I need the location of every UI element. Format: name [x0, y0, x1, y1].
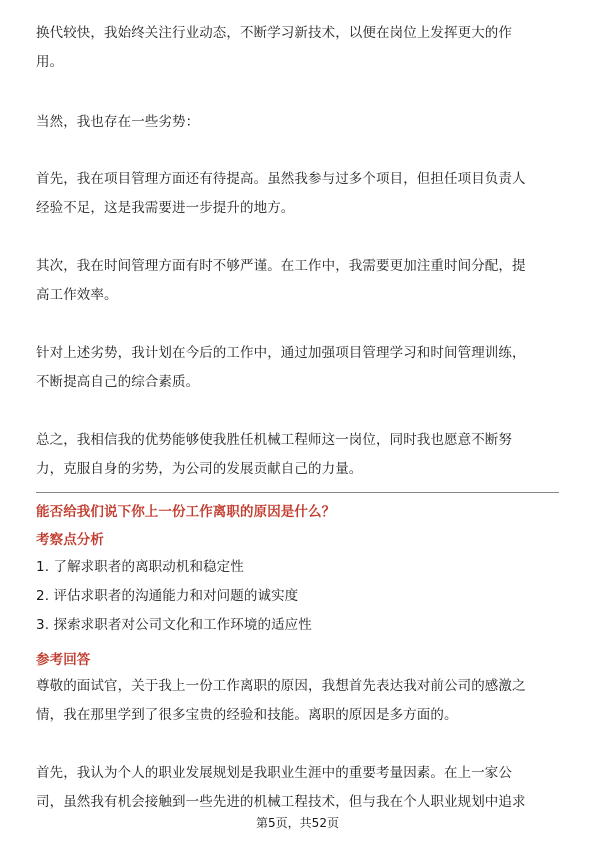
- analysis-heading: 考察点分析: [36, 532, 104, 548]
- body-text-line: 总之，我相信我的优势能够使我胜任机械工程师这一岗位，同时我也愿意不断努: [36, 432, 512, 448]
- analysis-item: 2. 评估求职者的沟通能力和对问题的诚实度: [36, 588, 299, 604]
- body-text-line: 司，虽然我有机会接触到一些先进的机械工程技术，但与我在个人职业规划中追求: [36, 794, 526, 810]
- section-divider: [36, 492, 559, 493]
- body-text-line: 换代较快，我始终关注行业动态，不断学习新技术，以便在岗位上发挥更大的作: [36, 25, 512, 41]
- body-text-line: 其次，我在时间管理方面有时不够严谨。在工作中，我需要更加注重时间分配，提: [36, 258, 526, 274]
- body-text-line: 力，克服自身的劣势，为公司的发展贡献自己的力量。: [36, 461, 363, 477]
- body-text-line: 用。: [36, 54, 64, 70]
- body-text-line: 首先，我认为个人的职业发展规划是我职业生涯中的重要考量因素。在上一家公: [36, 765, 512, 781]
- body-text-line: 首先，我在项目管理方面还有待提高。虽然我参与过多个项目，但担任项目负责人: [36, 171, 526, 187]
- page-number: 第5页，共52页: [256, 816, 339, 830]
- body-text-line: 经验不足，这是我需要进一步提升的地方。: [36, 200, 295, 216]
- body-text-line: 当然，我也存在一些劣势：: [36, 114, 200, 130]
- analysis-item: 1. 了解求职者的离职动机和稳定性: [36, 559, 244, 575]
- body-text-line: 不断提高自己的综合素质。: [36, 374, 200, 390]
- body-text-line: 高工作效率。: [36, 287, 118, 303]
- answer-heading: 参考回答: [36, 652, 91, 668]
- body-text-line: 尊敬的面试官，关于我上一份工作离职的原因，我想首先表达我对前公司的感激之: [36, 678, 526, 694]
- body-text-line: 情，我在那里学到了很多宝贵的经验和技能。离职的原因是多方面的。: [36, 707, 458, 723]
- body-text-line: 针对上述劣势，我计划在今后的工作中，通过加强项目管理学习和时间管理训练，: [36, 345, 526, 361]
- question-title: 能否给我们说下你上一份工作离职的原因是什么？: [36, 504, 336, 520]
- analysis-item: 3. 探索求职者对公司文化和工作环境的适应性: [36, 617, 312, 633]
